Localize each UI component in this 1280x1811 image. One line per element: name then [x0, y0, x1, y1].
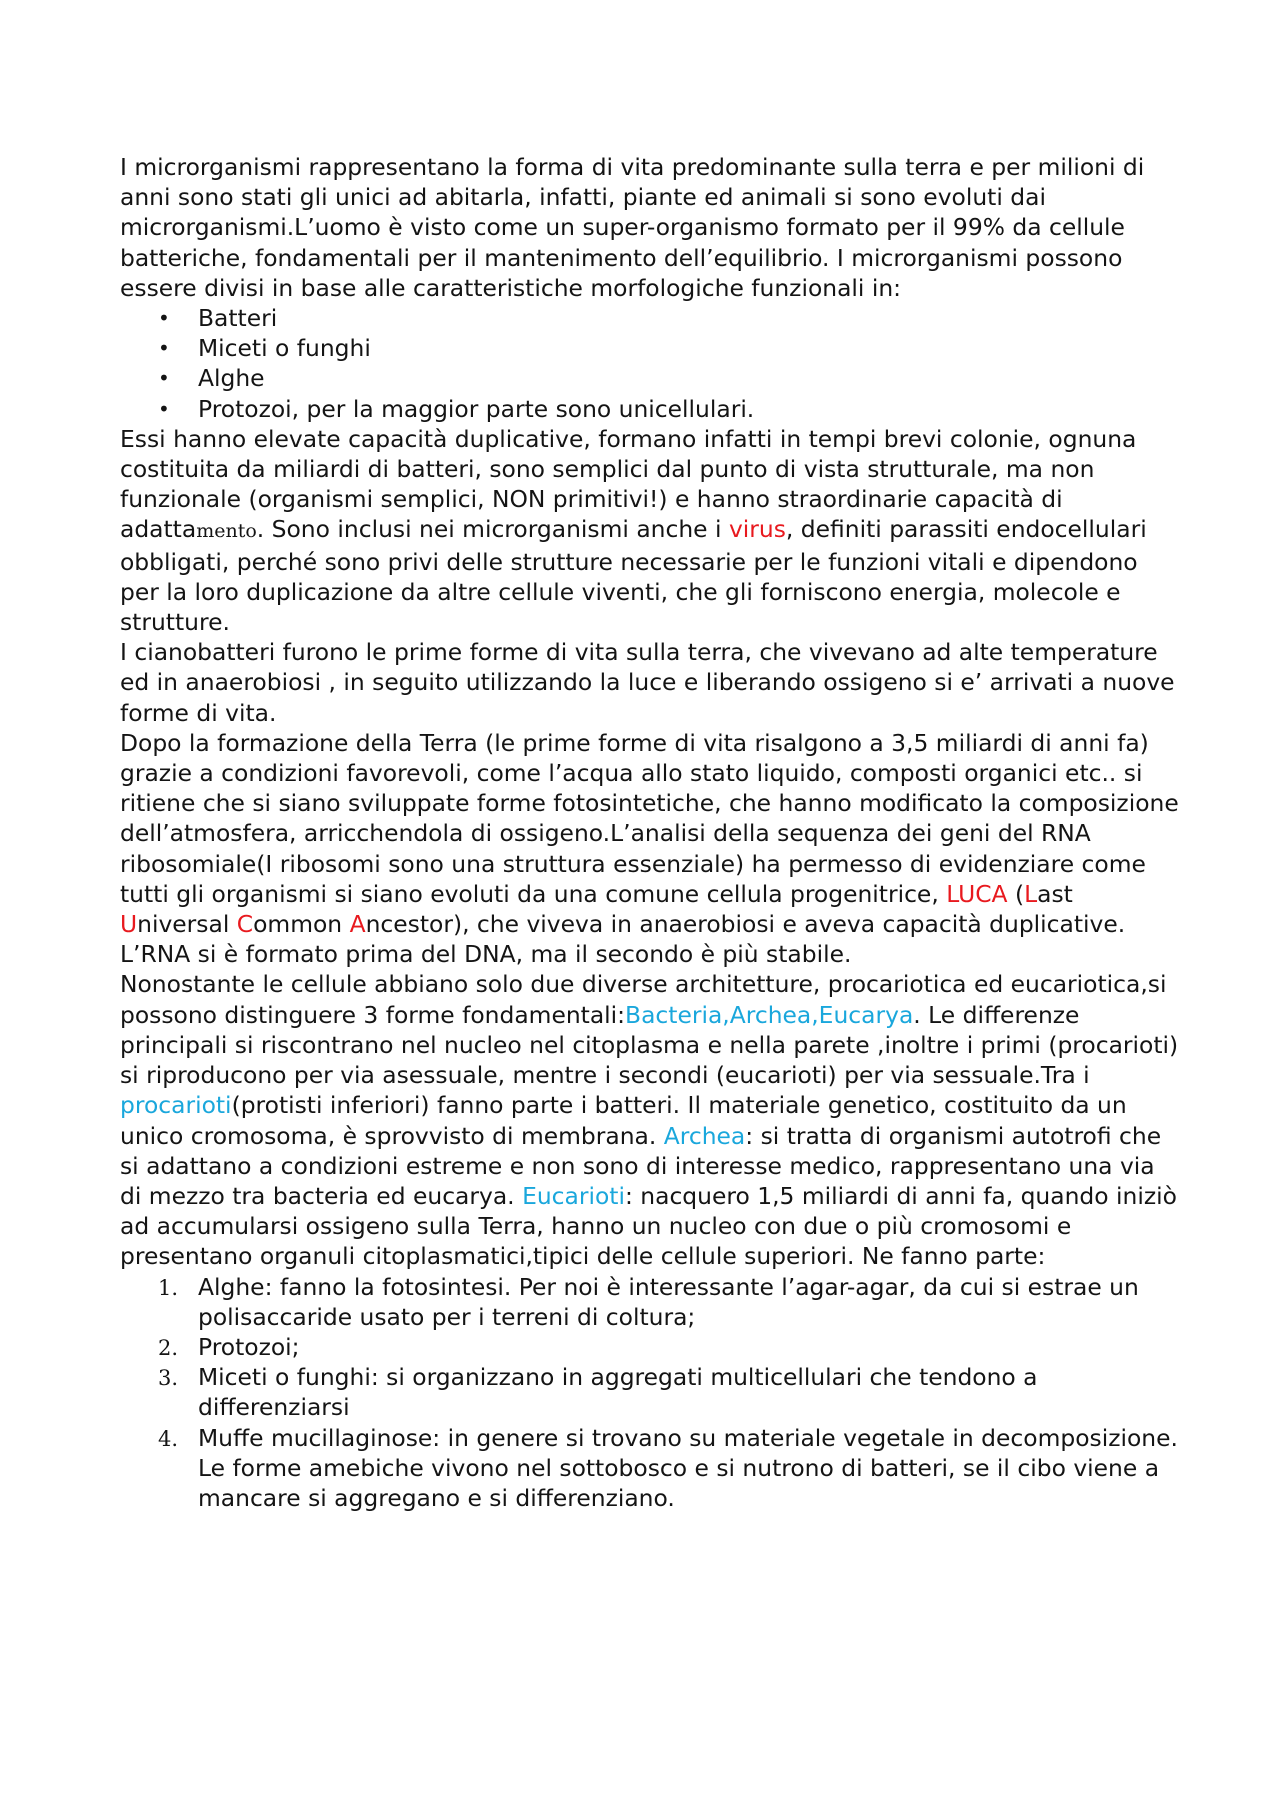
- bullet-icon: •: [158, 396, 170, 421]
- eucarioti-highlight: Eucarioti: [522, 1181, 625, 1210]
- bullet-icon: •: [158, 336, 170, 361]
- list-number: 4.: [158, 1426, 179, 1451]
- capabilities-paragraph: Essi hanno elevate capacità duplicative, formano infatti in tempi brevi colonie, ognuna costituita da miliardi di batteri, sono semplici dal punto di vista strutturale, ma non funzionale (organismi semplici, NON primitivi!) e hanno straordinarie capacità di adattamento. Sono inclusi nei microrganismi anche i virus, definiti parassiti endocellulari obbligati, perché sono privi delle strutture necessarie per le funzioni vitali e dipendono per la loro duplicazione da altre cellule viventi, che gli forniscono energia, molecole e strutture.: [120, 424, 1147, 637]
- list-number: 1.: [158, 1275, 179, 1300]
- procarioti-highlight: procarioti: [120, 1091, 232, 1120]
- bullet-icon: •: [158, 366, 170, 391]
- list-item: • Miceti o funghi: [158, 334, 371, 363]
- list-item: • Alghe: [158, 364, 265, 393]
- list-item: • Protozoi, per la maggior parte sono unicellulari.: [158, 394, 755, 423]
- virus-highlight: virus: [728, 515, 786, 544]
- document-page: [120, 152, 1180, 1513]
- list-number: 2.: [158, 1335, 179, 1360]
- list-item: 2. Protozoi;: [120, 1332, 1180, 1362]
- list-item: 1. Alghe: fanno la fotosintesi. Per noi è interessante l’agar-agar, da cui si estrae un polisaccaride usato per i terreni di coltura;: [158, 1272, 1139, 1331]
- cell-architecture-paragraph: Nonostante le cellule abbiano solo due diverse architetture, procariotica ed eucariotica,si possono distinguere 3 forme fondamentali:Bacteria,Archea,Eucarya. Le differenze principali si riscontrano nel nucleo nel citoplasma e nella parete ,inoltre i primi (procarioti) si riproducono per via asessuale, mentre i secondi (eucarioti) per via sessuale.Tra i procarioti(protisti inferiori) fanno parte i batteri. Il materiale genetico, costituito da un unico cromosoma, è sprovvisto di membrana. Archea: si tratta di organismi autotrofi che si adattano a condizioni estreme e non sono di interesse medico, rappresentano una via di mezzo tra bacteria ed eucarya. Eucarioti: nacquero 1,5 miliardi di anni fa, quando iniziò ad accumularsi ossigeno sulla Terra, hanno un nucleo con due o più cromosomi e presentano organuli citoplasmatici,tipici delle cellule superiori. Ne fanno parte:: [120, 970, 1179, 1271]
- domains-highlight: Bacteria,Archea,Eucarya: [625, 1000, 914, 1029]
- cyanobacteria-paragraph: I cianobatteri furono le prime forme di vita sulla terra, che vivevano ad alte temperature ed in anaerobiosi , in seguito utilizzando la luce e liberando ossigeno si e’ arrivati a nuove forme di vita.: [120, 638, 1175, 727]
- organism-types-list: [120, 303, 1180, 424]
- list-number: 3.: [158, 1366, 179, 1391]
- eukaryotes-list: [120, 1272, 1180, 1514]
- list-item: • Batteri: [158, 304, 278, 333]
- bullet-icon: •: [158, 306, 170, 331]
- list-item: 3. Miceti o funghi: si organizzano in aggregati multicellulari che tendono a differenziarsi: [158, 1363, 1038, 1422]
- archea-highlight: Archea: [663, 1121, 746, 1150]
- luca-highlight: LUCA: [946, 879, 1008, 908]
- intro-paragraph: I microrganismi rappresentano la forma di vita predominante sulla terra e per milioni di anni sono stati gli unici ad abitarla, infatti, piante ed animali si sono evoluti dai microrganismi.L’uomo è visto come un super-organismo formato per il 99% da cellule batteriche, fondamentali per il mantenimento dell’equilibrio. I microrganismi possono essere divisi in base alle caratteristiche morfologiche funzionali in:: [120, 153, 1145, 302]
- origin-paragraph: Dopo la formazione della Terra (le prime forme di vita risalgono a 3,5 miliardi di anni fa) grazie a condizioni favorevoli, come l’acqua allo stato liquido, composti organici etc.. si ritiene che si siano sviluppate forme fotosintetiche, che hanno modificato la composizione dell’atmosfera, arricchendola di ossigeno.L’analisi della sequenza dei geni del RNA ribosomiale(I ribosomi sono una struttura essenziale) ha permesso di evidenziare come tutti gli organismi si siano evoluti da una comune cellula progenitrice, LUCA (Last Universal Common Ancestor), che viveva in anaerobiosi e aveva capacità duplicative. L’RNA si è formato prima del DNA, ma il secondo è più stabile.: [120, 728, 1179, 969]
- list-item: 4. Muffe mucillaginose: in genere si trovano su materiale vegetale in decomposizione. Le forme amebiche vivono nel sottobosco e si nutrono di batteri, se il cibo viene a mancare si aggregano e si differenziano.: [158, 1423, 1178, 1512]
